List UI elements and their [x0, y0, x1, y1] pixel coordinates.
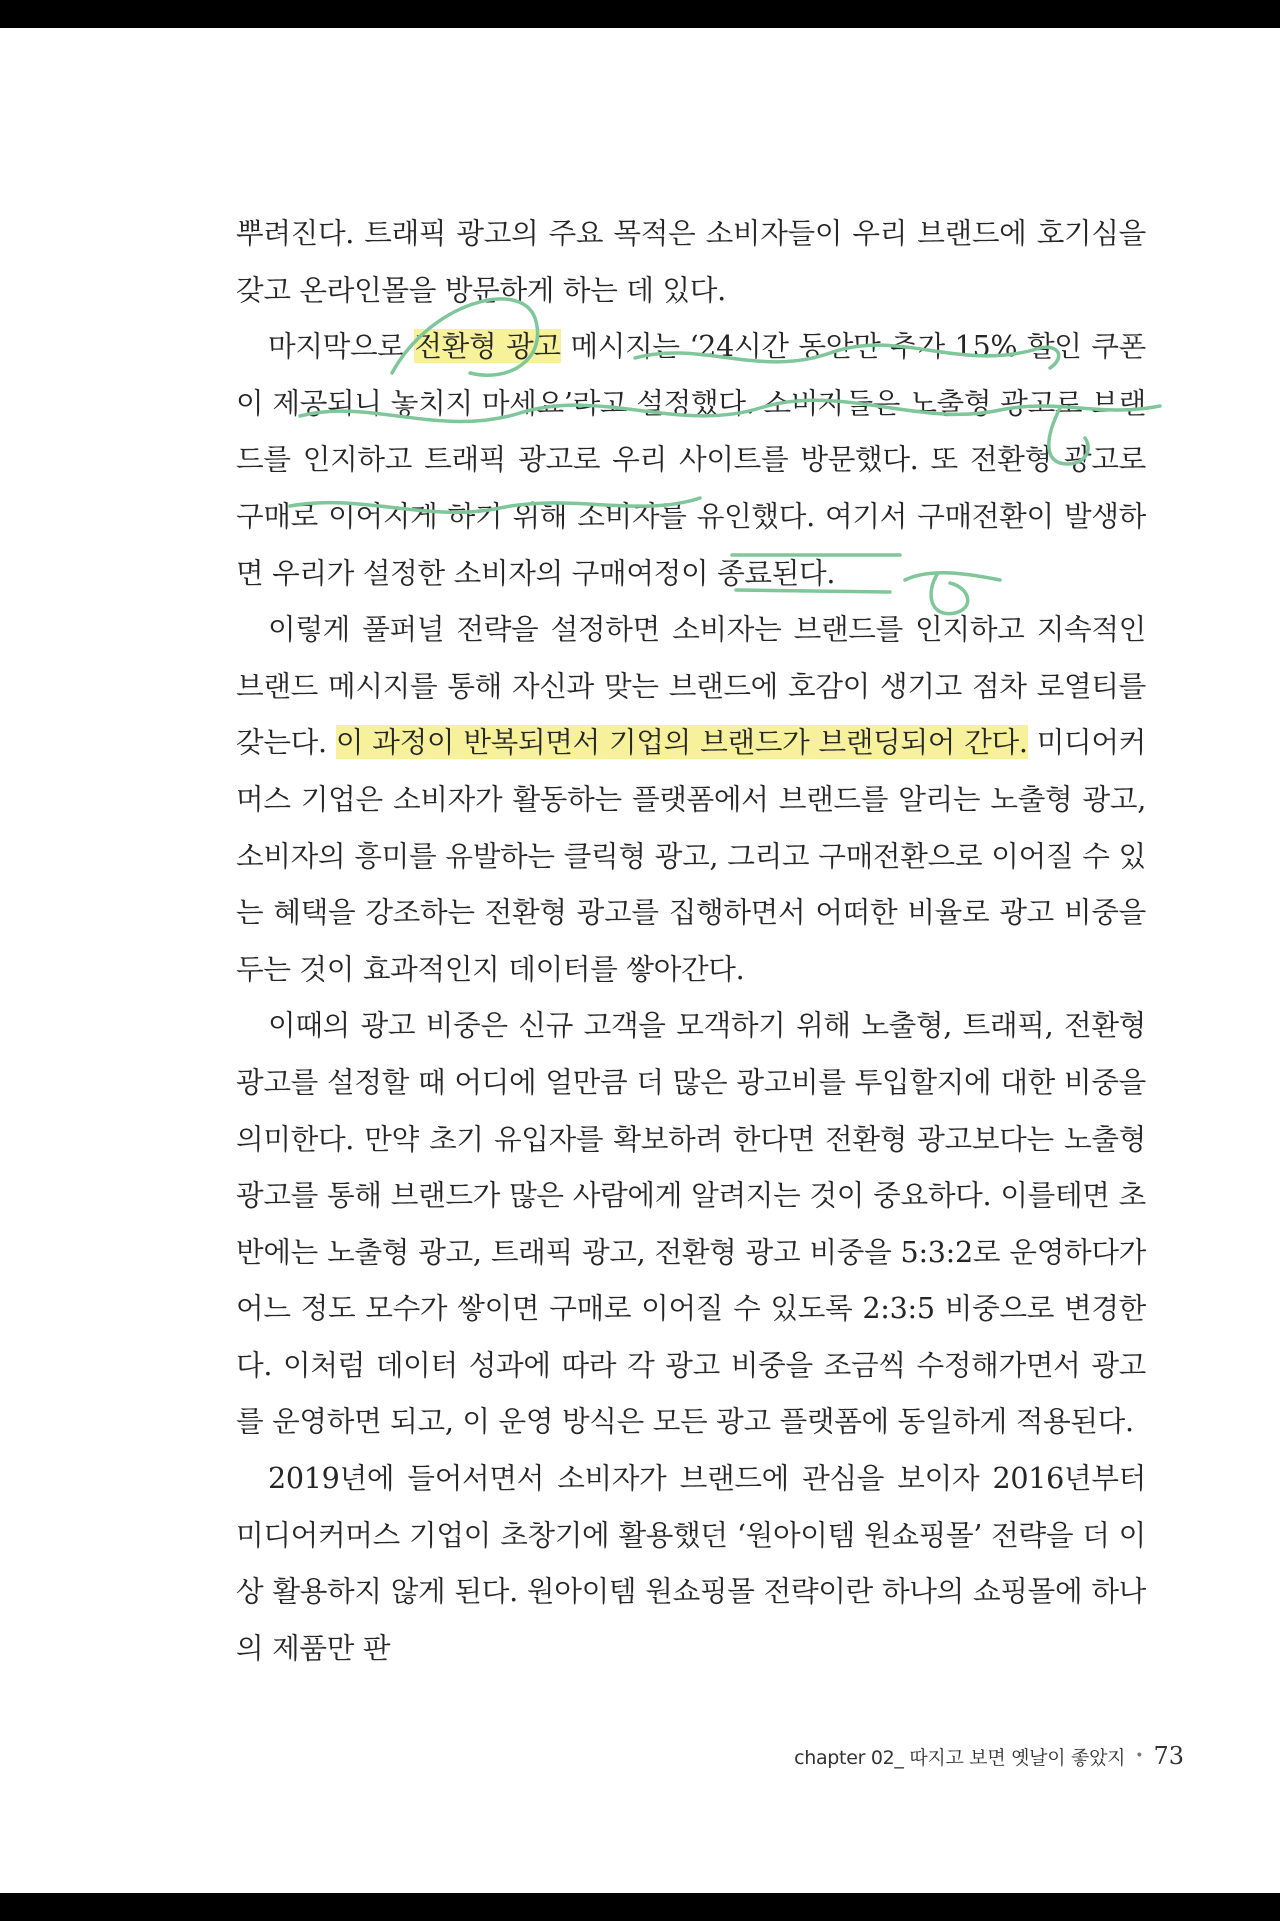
body-paragraph — [236, 997, 1146, 1450]
book-page — [0, 28, 1280, 1893]
highlighted-text: 전환형 광고 — [414, 329, 561, 364]
body-paragraph — [236, 318, 1146, 601]
highlighted-text: 이 과정이 반복되면서 기업의 브랜드가 브랜딩되어 간다. — [335, 725, 1028, 760]
body-paragraph — [236, 601, 1146, 997]
running-head: chapter 02_ 따지고 보면 옛날이 좋았지 — [794, 1746, 1126, 1769]
paragraph-text: 미디어커머스 기업은 소비자가 활동하는 플랫폼에서 브랜드를 알리는 노출형 광고, 소비자의 흥미를 유발하는 클릭형 광고, 그리고 구매전환으로 이어질 수 있는 혜택을 강조하는 전환형 광고를 집행하면서 어떠한 비율로 광고 비중을 두는 것이 효과적인지 데이터를 쌓아간다. — [236, 725, 1147, 986]
paragraph-text: 마지막으로 — [268, 329, 415, 364]
paragraph-text: 메시지는 ‘24시간 동안만 추가 15% 할인 쿠폰이 제공되니 놓치지 마세요’라고 설정했다. 소비자들은 노출형 광고로 브랜드를 인지하고 트래픽 광고로 우리 사이트를 방문했다. 또 전환형 광고로 구매로 이어지게 하기 위해 소비자를 유인했다. 여기서 구매전환이 발생하면 우리가 설정한 소비자의 구매여정이 종료된다. — [236, 329, 1146, 590]
paragraph-text: 2019년에 들어서면서 소비자가 브랜드에 관심을 보이자 2016년부터 미디어커머스 기업이 초창기에 활용했던 ‘원아이템 원쇼핑몰’ 전략을 더 이상 활용하지 않게 된다. 원아이템 원쇼핑몰 전략이란 하나의 쇼핑몰에 하나의 제품만 판 — [236, 1461, 1146, 1665]
body-text — [236, 205, 1146, 1676]
paragraph-text: 이렇게 풀퍼널 전략을 설정하면 소비자는 브랜드를 인지하고 지속적인 브랜드 메시지를 통해 자신과 맞는 브랜드에 호감이 생기고 점차 로열티를 갖는다. — [236, 612, 1146, 760]
paragraph-text: 이때의 광고 비중은 신규 고객을 모객하기 위해 노출형, 트래픽, 전환형 광고를 설정할 때 어디에 얼만큼 더 많은 광고비를 투입할지에 대한 비중을 의미한다. 만약 초기 유입자를 확보하려 한다면 전환형 광고보다는 노출형 광고를 통해 브랜드가 많은 사람에게 알려지는 것이 중요하다. 이를테면 초반에는 노출형 광고, 트래픽 광고, 전환형 광고 비중을 5:3:2로 운영하다가 어느 정도 모수가 쌓이면 구매로 이어질 수 있도록 2:3:5 비중으로 변경한다. 이처럼 데이터 성과에 따라 각 광고 비중을 조금씩 수정해가면서 광고를 운영하면 되고, 이 운영 방식은 모든 광고 플랫폼에 동일하게 적용된다. — [236, 1008, 1146, 1439]
paragraph-text: 뿌려진다. 트래픽 광고의 주요 목적은 소비자들이 우리 브랜드에 호기심을 갖고 온라인몰을 방문하게 하는 데 있다. — [236, 216, 1146, 307]
body-paragraph — [236, 1450, 1146, 1676]
body-paragraph — [236, 205, 1146, 318]
page-number: 73 — [1153, 1742, 1184, 1770]
page-footer — [794, 1736, 1184, 1776]
separator-dot: • — [1135, 1748, 1144, 1764]
